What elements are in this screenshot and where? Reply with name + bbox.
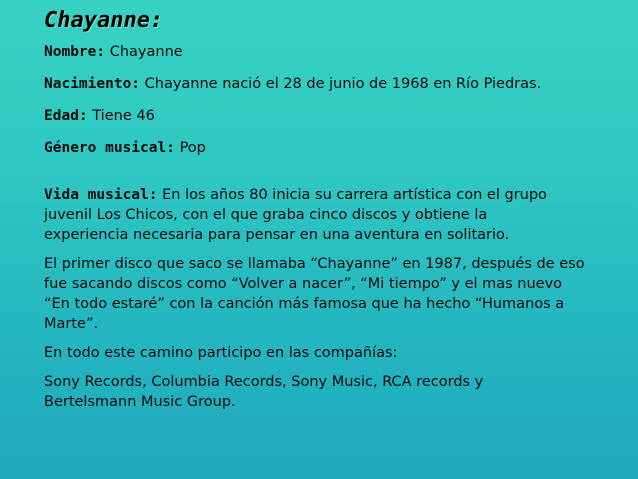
slide-content <box>44 6 624 421</box>
nombre-row <box>44 42 624 62</box>
nacimiento-value: Chayanne nació el 28 de junio de 1968 en Río Piedras. <box>144 76 542 92</box>
companies-intro-line: En todo este camino participo en las compañías: <box>44 345 398 361</box>
companies-line-1: Sony Records, Columbia Records, Sony Music, RCA records y <box>44 374 484 390</box>
vida-line-3: experiencia necesaria para pensar en una aventura en solitario. <box>44 227 510 243</box>
nombre-value: Chayanne <box>109 44 183 60</box>
companies-intro-paragraph <box>44 343 624 363</box>
discography-paragraph <box>44 254 624 334</box>
discography-line-4: Marte”. <box>44 316 99 332</box>
genero-label: Género musical: <box>44 140 175 156</box>
nacimiento-label: Nacimiento: <box>44 76 141 92</box>
vida-line-1: Vida musical: En los años 80 inicia su carrera artística con el grupo <box>44 187 547 203</box>
slide-title: Chayanne: <box>44 8 164 33</box>
vida-musical-paragraph <box>44 185 624 245</box>
genero-value: Pop <box>179 140 206 156</box>
companies-line-2: Bertelsmann Music Group. <box>44 394 236 410</box>
edad-value: Tiene 46 <box>92 108 155 124</box>
nacimiento-row <box>44 74 624 94</box>
companies-list-paragraph <box>44 372 624 412</box>
nombre-label: Nombre: <box>44 44 106 60</box>
vida-line-2: juvenil Los Chicos, con el que graba cinco discos y obtiene la <box>44 207 488 223</box>
discography-line-1: El primer disco que saco se llamaba “Chayanne” en 1987, después de eso <box>44 256 585 272</box>
genero-row <box>44 138 624 158</box>
discography-line-3: “En todo estaré” con la canción más famosa que ha hecho “Humanos a <box>44 296 565 312</box>
discography-line-2: fue sacando discos como “Volver a nacer”, “Mi tiempo” y el mas nuevo <box>44 276 563 292</box>
edad-label: Edad: <box>44 108 88 124</box>
edad-row <box>44 106 624 126</box>
vida-musical-label: Vida musical: <box>44 187 158 203</box>
